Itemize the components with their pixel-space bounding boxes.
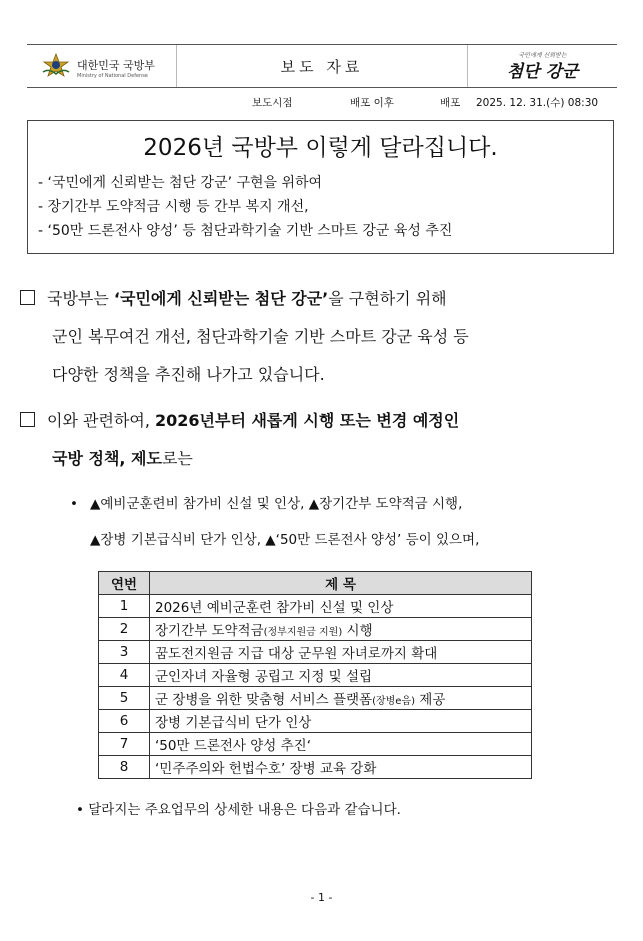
row-title-text: 군인자녀 자율형 공립고 지정 및 설립 [155,669,373,685]
table-header-num: 연번 [99,572,150,595]
bullet-icon: • [70,496,78,512]
row-title [150,595,532,618]
ministry-emblem-icon [41,52,71,80]
release-label: 보도시점 [252,97,293,109]
slogan-big: 첨단 강군 [506,62,579,82]
para2-bold: 2026년부터 새롭게 시행 또는 변경 예정인 [155,411,460,430]
table-header-title: 제 목 [150,572,532,595]
para1-text-post: 을 구현하기 위해 [328,289,447,308]
row-number: 8 [99,756,150,779]
table-row [99,687,532,710]
ministry-logo-area [27,45,177,87]
row-number: 7 [99,733,150,756]
slogan-logo [467,45,617,87]
checkbox-square-icon [20,290,35,305]
paragraph-2 [20,402,459,478]
row-title-text: 2026년 예비군훈련 참가비 신설 및 인상 [155,600,394,616]
row-title [150,710,532,733]
document-header [27,44,617,88]
bullet-list [70,486,479,558]
title-box [27,120,614,254]
para1-text: 국방부는 [47,289,114,308]
row-number: 5 [99,687,150,710]
table-row [99,641,532,664]
row-title-note: (장병e음) [372,696,416,707]
row-number: 1 [99,595,150,618]
para1-line2: 군인 복무여건 개선, 첨단과학기술 기반 스마트 강군 육성 등 [52,327,469,346]
row-title-tail: 제공 [415,692,446,708]
row-title [150,664,532,687]
distribution-date: 2025. 12. 31.(수) 08:30 [476,97,599,109]
page-number: - 1 - [310,891,333,904]
table-row [99,710,532,733]
para1-bold: ‘국민에게 신뢰받는 첨단 강군’ [113,289,329,308]
document-type: 보도 자료 [280,57,364,76]
bullet-line-2: ▲장병 기본급식비 단가 인상, ▲‘50만 드론전사 양성’ 등이 있으며, [90,532,480,548]
paragraph-1 [20,280,469,394]
row-title-text: 장병 기본급식비 단가 인상 [155,715,312,731]
row-number: 3 [99,641,150,664]
row-title-text: ‘민주주의와 헌법수호’ 장병 교육 강화 [155,761,377,777]
row-title [150,618,532,641]
release-info [0,95,643,113]
summary-item: - 장기간부 도약적금 시행 등 간부 복지 개선, [38,199,309,215]
row-title [150,687,532,710]
table-row [99,595,532,618]
row-number: 6 [99,710,150,733]
row-title-text: 군 장병을 위한 맞춤형 서비스 플랫폼 [155,692,373,708]
row-title-text: 장기간부 도약적금 [155,623,264,639]
row-number: 2 [99,618,150,641]
slogan-small: 국민에게 신뢰받는 [518,52,567,59]
checkbox-square-icon [20,412,35,427]
para2-text: 이와 관련하여, [47,411,155,430]
table-row [99,618,532,641]
distribution-label: 배포 [440,97,461,109]
page-title: 2026년 국방부 이렇게 달라집니다. [143,135,498,161]
bullet-line-1: ▲예비군훈련비 참가비 신설 및 인상, ▲장기간부 도약적금 시행, [90,496,463,512]
row-number: 4 [99,664,150,687]
summary-list [38,171,452,243]
row-title [150,733,532,756]
policy-table [98,571,532,779]
row-title-tail: 시행 [342,623,373,639]
row-title-note: (정부지원금 지원) [263,627,343,638]
para1-line3: 다양한 정책을 추진해 나가고 있습니다. [52,365,325,384]
summary-item: - ‘50만 드론전사 양성’ 등 첨단과학기술 기반 스마트 강군 육성 추진 [38,223,453,239]
para2-line2-post: 로는 [161,449,193,468]
row-title-text: ‘50만 드론전사 양성 추진‘ [155,738,312,754]
row-title-text: 꿈도전지원금 지급 대상 군무원 자녀로까지 확대 [155,646,438,662]
table-row [99,756,532,779]
closing-bullet: • 달라지는 주요업무의 상세한 내용은 다음과 같습니다. [76,802,401,818]
table-row [99,733,532,756]
row-title [150,641,532,664]
row-title [150,756,532,779]
release-timing: 배포 이후 [350,97,394,109]
ministry-name-english: Ministry of National Defense [77,72,148,79]
summary-item: - ‘국민에게 신뢰받는 첨단 강군’ 구현을 위하여 [38,175,323,191]
para2-line2-bold: 국방 정책, 제도 [52,449,162,468]
table-row [99,664,532,687]
ministry-name: 대한민국 국방부 [77,58,155,72]
